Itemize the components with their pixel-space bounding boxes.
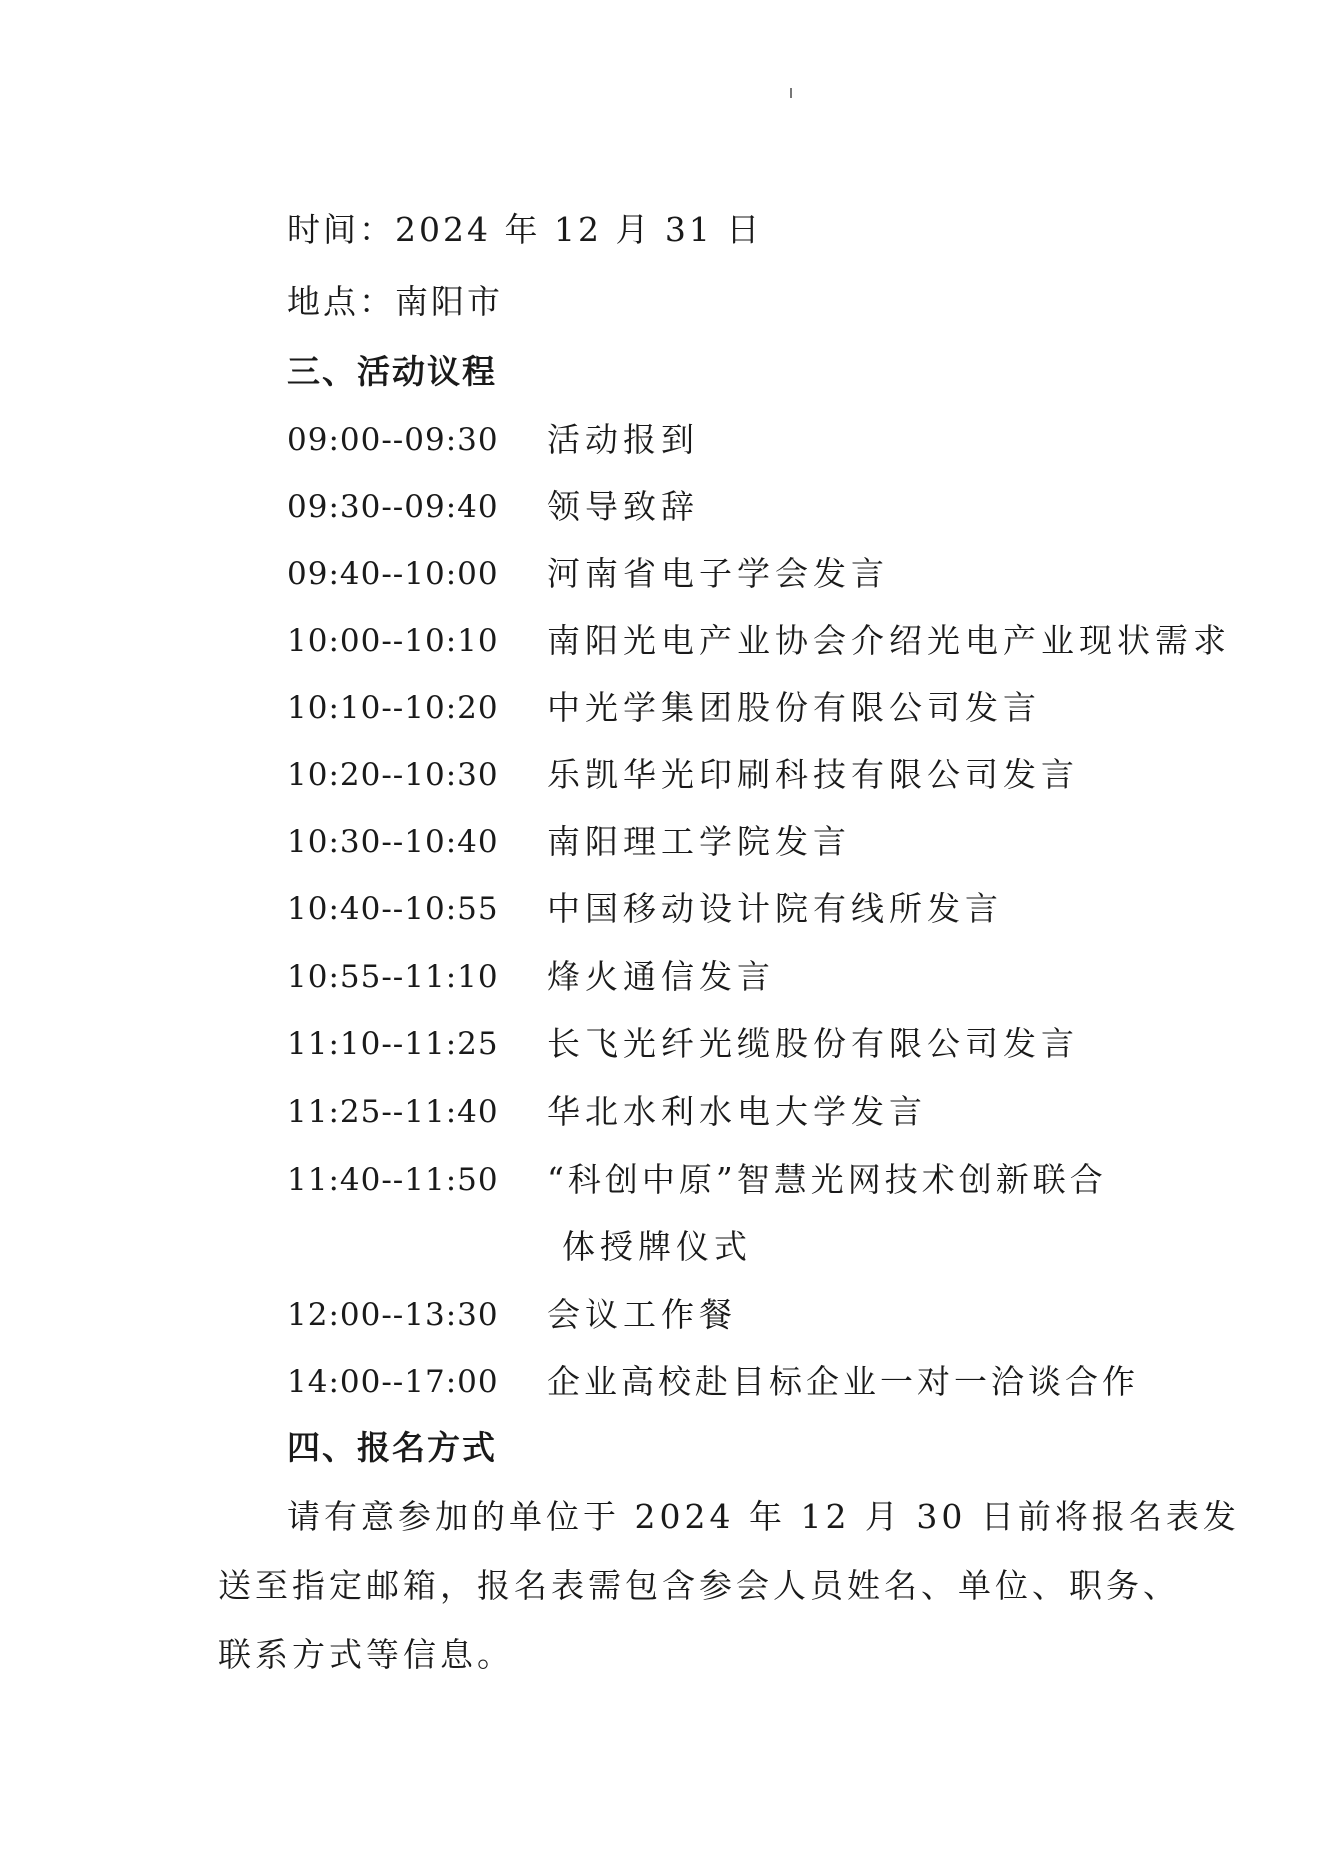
agenda-activity: 南阳理工学院发言 xyxy=(547,822,851,861)
agenda-time: 10:40--10:55 xyxy=(287,891,499,927)
agenda-activity: 乐凯华光印刷科技有限公司发言 xyxy=(547,755,1079,794)
agenda-time: 09:00--09:30 xyxy=(287,422,499,458)
agenda-activity: 企业高校赴目标企业一对一洽谈合作 xyxy=(547,1362,1139,1401)
agenda-time: 11:40--11:50 xyxy=(287,1162,499,1198)
scan-speck xyxy=(790,88,792,98)
agenda-activity: 烽火通信发言 xyxy=(547,957,775,996)
agenda-activity: 南阳光电产业协会介绍光电产业现状需求 xyxy=(547,621,1231,660)
registration-paragraph-line: 联系方式等信息。 xyxy=(218,1635,514,1674)
agenda-activity: 领导致辞 xyxy=(547,487,699,526)
agenda-activity: 会议工作餐 xyxy=(547,1295,737,1334)
agenda-time: 10:20--10:30 xyxy=(287,757,499,793)
agenda-activity: 河南省电子学会发言 xyxy=(547,554,889,593)
agenda-activity: “科创中原”智慧光网技术创新联合 xyxy=(547,1160,1107,1199)
agenda-time: 11:25--11:40 xyxy=(287,1094,499,1130)
agenda-time: 10:55--11:10 xyxy=(287,959,499,995)
agenda-activity: 华北水利水电大学发言 xyxy=(547,1092,927,1131)
agenda-time: 14:00--17:00 xyxy=(287,1364,499,1400)
agenda-activity-continued: 体授牌仪式 xyxy=(562,1227,752,1266)
event-place: 地点：南阳市 xyxy=(287,282,503,321)
agenda-activity: 活动报到 xyxy=(547,420,699,459)
event-time: 时间：2024 年 12 月 31 日 xyxy=(287,210,763,249)
agenda-activity: 中国移动设计院有线所发言 xyxy=(547,889,1003,928)
agenda-activity: 中光学集团股份有限公司发言 xyxy=(547,688,1041,727)
agenda-time: 10:30--10:40 xyxy=(287,824,499,860)
agenda-time: 10:10--10:20 xyxy=(287,690,499,726)
section-heading-agenda: 三、活动议程 xyxy=(287,352,497,391)
registration-paragraph-line: 送至指定邮箱，报名表需包含参会人员姓名、单位、职务、 xyxy=(218,1566,1180,1605)
agenda-time: 10:00--10:10 xyxy=(287,623,499,659)
section-heading-registration: 四、报名方式 xyxy=(287,1428,497,1467)
agenda-activity: 长飞光纤光缆股份有限公司发言 xyxy=(547,1024,1079,1063)
registration-paragraph-line: 请有意参加的单位于 2024 年 12 月 30 日前将报名表发 xyxy=(287,1497,1240,1536)
agenda-time: 09:40--10:00 xyxy=(287,556,499,592)
agenda-time: 09:30--09:40 xyxy=(287,489,499,525)
agenda-time: 11:10--11:25 xyxy=(287,1026,499,1062)
agenda-time: 12:00--13:30 xyxy=(287,1297,499,1333)
